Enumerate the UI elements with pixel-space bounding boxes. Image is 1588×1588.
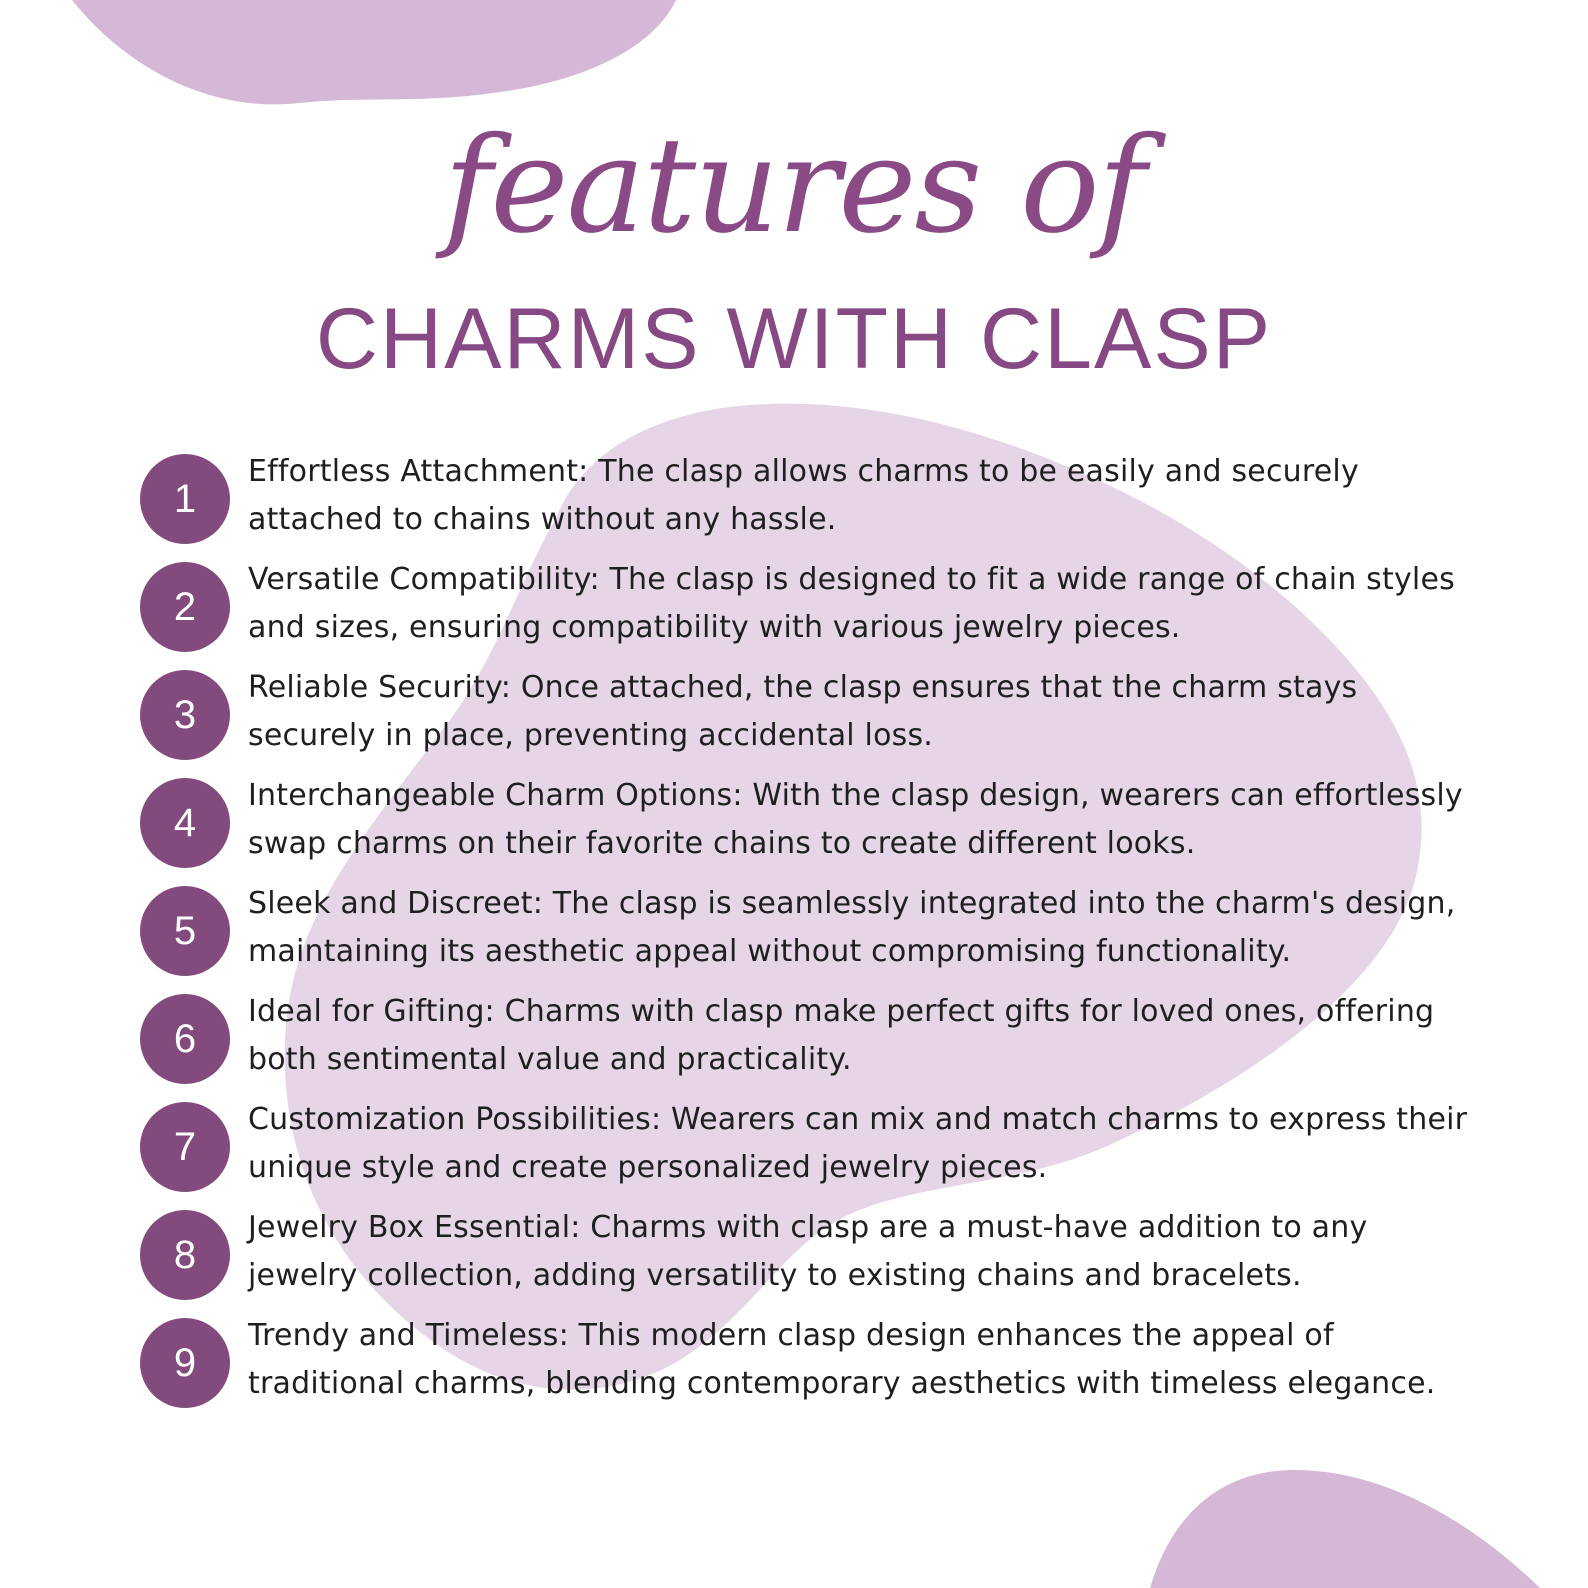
feature-item: [140, 558, 1480, 650]
page-title: CHARMS WITH CLASP: [315, 291, 1273, 387]
feature-item: [140, 450, 1480, 542]
feature-text: Ideal for Gifting: Charms with clasp make perfect gifts for loved ones, offering both sentimental value and practicality.: [248, 994, 1435, 1077]
top-left-blob: [72, 0, 676, 104]
feature-item: [140, 1314, 1480, 1406]
script-title: features of: [443, 109, 1145, 263]
feature-text: Effortless Attachment: The clasp allows charms to be easily and securely attached to chains without any hassle.: [248, 454, 1359, 537]
feature-item: [140, 990, 1480, 1082]
feature-text: Versatile Compatibility: The clasp is designed to fit a wide range of chain styles and sizes, ensuring compatibility with various jewelry pieces.: [248, 562, 1455, 645]
feature-text: Customization Possibilities: Wearers can mix and match charms to express their unique style and create personalized jewelry pieces.: [248, 1102, 1468, 1185]
feature-item: [140, 774, 1480, 866]
feature-item: [140, 1098, 1480, 1190]
number-badge: 3: [140, 670, 230, 760]
number-badge: 4: [140, 778, 230, 868]
feature-item: [140, 1206, 1480, 1298]
number-badge: 1: [140, 454, 230, 544]
feature-text: Interchangeable Charm Options: With the clasp design, wearers can effortlessly swap charms on their favorite chains to create different looks.: [248, 778, 1463, 861]
number-badge: 9: [140, 1318, 230, 1408]
feature-text: Sleek and Discreet: The clasp is seamlessly integrated into the charm's design, maintaining its aesthetic appeal without compromising functionality.: [248, 886, 1456, 969]
feature-text: Jewelry Box Essential: Charms with clasp are a must-have addition to any jewelry collection, adding versatility to existing chains and bracelets.: [248, 1210, 1368, 1293]
number-badge: 8: [140, 1210, 230, 1300]
number-badge: 6: [140, 994, 230, 1084]
number-badge: 5: [140, 886, 230, 976]
feature-item: [140, 882, 1480, 974]
bottom-right-blob: [1150, 1470, 1540, 1588]
feature-item: [140, 666, 1480, 758]
feature-text: Trendy and Timeless: This modern clasp design enhances the appeal of traditional charms, blending contemporary aesthetics with timeless elegance.: [248, 1318, 1436, 1401]
number-badge: 7: [140, 1102, 230, 1192]
feature-text: Reliable Security: Once attached, the clasp ensures that the charm stays securely in place, preventing accidental loss.: [248, 670, 1358, 753]
number-badge: 2: [140, 562, 230, 652]
